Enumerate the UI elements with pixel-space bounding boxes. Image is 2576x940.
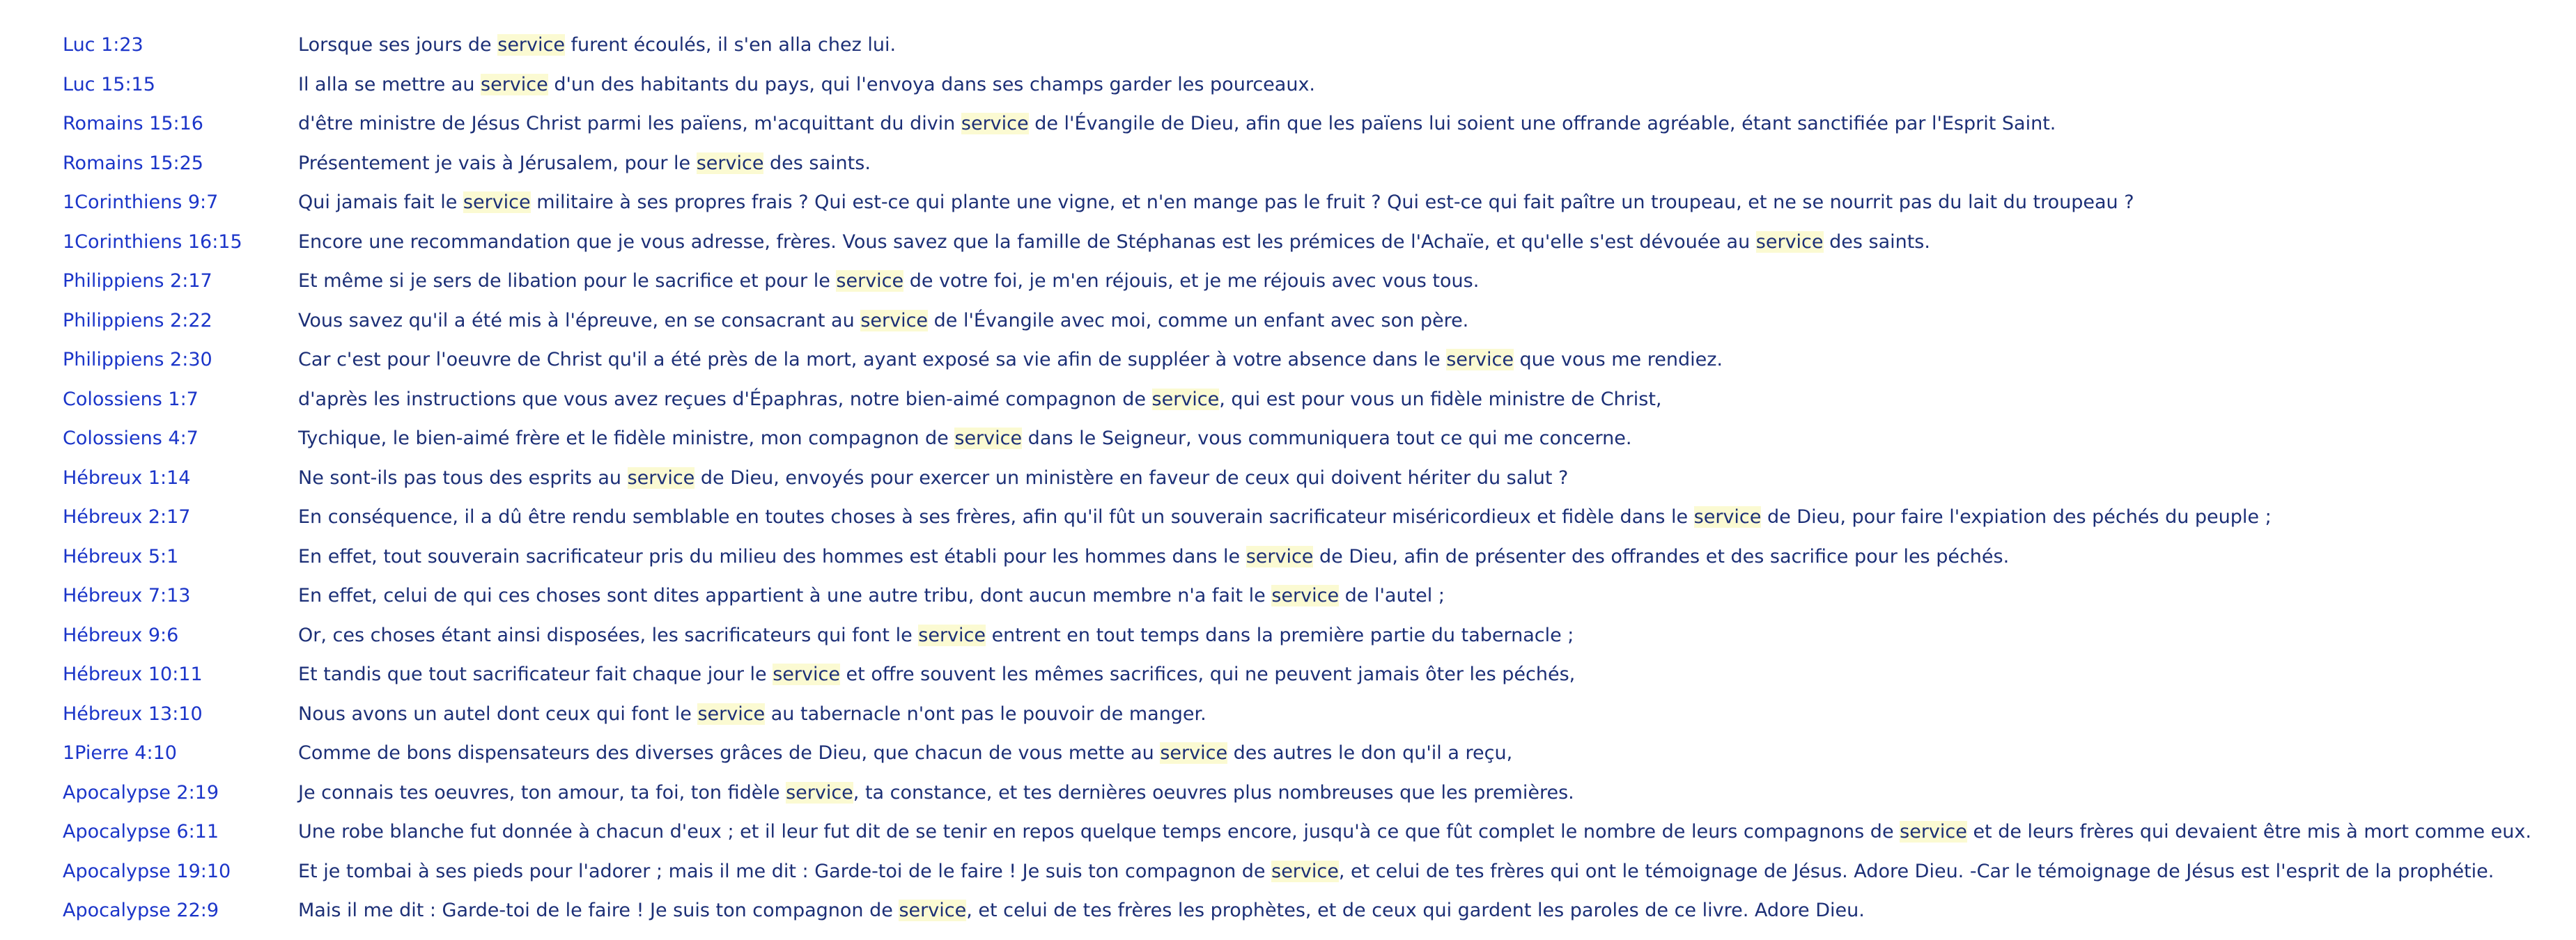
verse-row <box>0 538 2576 577</box>
verse-text <box>298 301 1468 341</box>
highlighted-search-term: service <box>696 152 764 174</box>
verse-row <box>0 655 2576 695</box>
verse-text-after: militaire à ses propres frais ? Qui est-ce qui plante une vigne, et n'en mange pas le fruit ? Qui est-ce qui fait paître un troupeau, et ne se nourrit pas du lait du troupeau ? <box>530 191 2134 213</box>
verse-reference-link[interactable]: Hébreux 13:10 <box>63 703 203 725</box>
verse-text-before: Tychique, le bien-aimé frère et le fidèle ministre, mon compagnon de <box>298 428 955 449</box>
verse-reference-link[interactable]: Luc 1:23 <box>63 34 143 56</box>
verse-text-before: Présentement je vais à Jérusalem, pour le <box>298 152 697 174</box>
verse-row <box>0 144 2576 184</box>
verse-reference-link[interactable]: Apocalypse 2:19 <box>63 781 219 804</box>
verse-text <box>298 380 1662 420</box>
verse-text-before: Or, ces choses étant ainsi disposées, les sacrificateurs qui font le <box>298 624 919 646</box>
verse-text <box>298 891 1865 931</box>
verse-text-before: Et je tombai à ses pieds pour l'adorer ; mais il me dit : Garde-toi de le faire ! Je suis ton compagnon de <box>298 860 1272 882</box>
verse-text <box>298 144 871 184</box>
verse-reference-link[interactable]: Apocalypse 19:10 <box>63 860 231 882</box>
verse-text-after: et offre souvent les mêmes sacrifices, qui ne peuvent jamais ôter les péchés, <box>839 664 1576 685</box>
verse-text-after: d'un des habitants du pays, qui l'envoya dans ses champs garder les pourceaux. <box>548 73 1315 95</box>
verse-text-before: Je connais tes oeuvres, ton amour, ta foi, ton fidèle <box>298 781 786 804</box>
verse-text-after: de votre foi, je m'en réjouis, et je me réjouis avec vous tous. <box>903 270 1480 292</box>
highlighted-search-term: service <box>1151 388 1220 410</box>
verse-row <box>0 577 2576 616</box>
verse-reference-link[interactable]: Hébreux 5:1 <box>63 545 179 567</box>
verse-text-before: En conséquence, il a dû être rendu semblable en toutes choses à ses frères, afin qu'il fût un souverain sacrificateur miséricordieux et fidèle dans le <box>298 506 1694 528</box>
verse-row <box>0 498 2576 538</box>
verse-text <box>298 813 2531 852</box>
highlighted-search-term: service <box>497 34 565 56</box>
verse-row <box>0 891 2576 931</box>
verse-text-before: Ne sont-ils pas tous des esprits au <box>298 467 628 489</box>
highlighted-search-term: service <box>481 73 548 95</box>
verse-text-after: , et celui de tes frères qui ont le témoignage de Jésus. Adore Dieu. -Car le témoignage de Jésus est l'esprit de la prophétie. <box>1338 860 2494 882</box>
verse-text <box>298 538 2009 577</box>
highlighted-search-term: service <box>1900 821 1967 843</box>
verse-row <box>0 419 2576 459</box>
highlighted-search-term: service <box>1271 860 1339 882</box>
verse-results-list <box>0 26 2576 931</box>
highlighted-search-term: service <box>1446 349 1514 370</box>
verse-reference-link[interactable]: Colossiens 1:7 <box>63 388 199 410</box>
verse-row <box>0 104 2576 144</box>
verse-text-after: et de leurs frères qui devaient être mis à mort comme eux. <box>1966 821 2531 843</box>
verse-text <box>298 577 1445 616</box>
verse-text-after: de Dieu, afin de présenter des offrandes et des sacrifice pour les péchés. <box>1313 545 2010 567</box>
highlighted-search-term: service <box>1271 585 1340 606</box>
verse-text <box>298 183 2134 223</box>
verse-reference-link[interactable]: Hébreux 7:13 <box>63 585 191 606</box>
verse-text <box>298 26 896 65</box>
verse-row <box>0 813 2576 852</box>
verse-row <box>0 301 2576 341</box>
highlighted-search-term: service <box>961 113 1029 134</box>
verse-row <box>0 223 2576 263</box>
highlighted-search-term: service <box>773 664 840 685</box>
verse-text <box>298 852 2494 892</box>
verse-text <box>298 498 2272 538</box>
verse-text <box>298 419 1631 459</box>
verse-text-after: de Dieu, pour faire l'expiation des péchés du peuple ; <box>1761 506 2272 528</box>
verse-text-before: Car c'est pour l'oeuvre de Christ qu'il a été près de la mort, ayant exposé sa vie afin de suppléer à votre absence dans le <box>298 349 1447 370</box>
verse-reference-link[interactable]: Apocalypse 6:11 <box>63 821 219 843</box>
verse-text-before: Et même si je sers de libation pour le sacrifice et pour le <box>298 270 837 292</box>
cropped-previous-line <box>0 0 2576 4</box>
verse-text-before: En effet, tout souverain sacrificateur pris du milieu des hommes est établi pour les hommes dans le <box>298 545 1246 567</box>
highlighted-search-term: service <box>836 270 904 292</box>
verse-text-before: Qui jamais fait le <box>298 191 463 213</box>
verse-text-before: Et tandis que tout sacrificateur fait chaque jour le <box>298 664 773 685</box>
verse-text-after: des saints. <box>1823 230 1930 253</box>
verse-text-after: de l'autel ; <box>1339 585 1445 606</box>
highlighted-search-term: service <box>786 781 853 804</box>
verse-reference-link[interactable]: Apocalypse 22:9 <box>63 900 219 921</box>
verse-reference-link[interactable]: Philippiens 2:22 <box>63 309 212 331</box>
verse-text-before: Lorsque ses jours de <box>298 34 498 56</box>
verse-row <box>0 616 2576 656</box>
verse-row <box>0 26 2576 65</box>
verse-text-after: dans le Seigneur, vous communiquera tout ce qui me concerne. <box>1022 428 1632 449</box>
verse-text-before: Mais il me dit : Garde-toi de le faire ! Je suis ton compagnon de <box>298 900 899 921</box>
highlighted-search-term: service <box>899 900 967 921</box>
verse-text-after: furent écoulés, il s'en alla chez lui. <box>564 34 897 56</box>
verse-text-before: Une robe blanche fut donnée à chacun d'eux ; et il leur fut dit de se tenir en repos quelque temps encore, jusqu'à ce que fût complet le nombre de leurs compagnons de <box>298 821 1900 843</box>
highlighted-search-term: service <box>1246 545 1314 567</box>
verse-text-after: de l'Évangile de Dieu, afin que les païens lui soient une offrande agréable, étant sanctifiée par l'Esprit Saint. <box>1028 113 2056 134</box>
highlighted-search-term: service <box>1160 742 1228 764</box>
verse-text-after: des saints. <box>763 152 871 174</box>
verse-text <box>298 655 1575 695</box>
verse-text-after: entrent en tout temps dans la première partie du tabernacle ; <box>985 624 1574 646</box>
verse-text-after: que vous me rendiez. <box>1513 349 1723 370</box>
verse-reference-link[interactable]: Colossiens 4:7 <box>63 428 199 449</box>
verse-reference-link[interactable]: Philippiens 2:30 <box>63 349 212 370</box>
verse-text-before: d'après les instructions que vous avez reçues d'Épaphras, notre bien-aimé compagnon de <box>298 388 1152 410</box>
verse-text-before: En effet, celui de qui ces choses sont dites appartient à une autre tribu, dont aucun membre n'a fait le <box>298 585 1272 606</box>
verse-text <box>298 695 1206 735</box>
verse-row <box>0 262 2576 301</box>
verse-text <box>298 65 1315 105</box>
verse-text-before: Vous savez qu'il a été mis à l'épreuve, en se consacrant au <box>298 309 861 331</box>
verse-reference-link[interactable]: Hébreux 2:17 <box>63 506 191 528</box>
verse-reference-link[interactable]: Luc 15:15 <box>63 73 155 95</box>
verse-text <box>298 459 1568 499</box>
verse-text-after: au tabernacle n'ont pas le pouvoir de manger. <box>765 703 1206 725</box>
highlighted-search-term: service <box>697 703 766 725</box>
highlighted-search-term: service <box>463 191 531 213</box>
verse-reference-link[interactable]: Hébreux 1:14 <box>63 467 191 489</box>
verse-text-after: , ta constance, et tes dernières oeuvres plus nombreuses que les premières. <box>853 781 1574 804</box>
verse-reference-link[interactable]: 1Pierre 4:10 <box>63 742 177 764</box>
highlighted-search-term: service <box>860 309 929 331</box>
verse-text <box>298 340 1723 380</box>
highlighted-search-term: service <box>1755 230 1824 253</box>
verse-text <box>298 262 1479 301</box>
verse-text-before: d'être ministre de Jésus Christ parmi les païens, m'acquittant du divin <box>298 113 961 134</box>
verse-text-after: , et celui de tes frères les prophètes, et de ceux qui gardent les paroles de ce livre. Adore Dieu. <box>966 900 1865 921</box>
verse-text-before: Comme de bons dispensateurs des diverses grâces de Dieu, que chacun de vous mette au <box>298 742 1161 764</box>
verse-reference-link[interactable]: 1Corinthiens 16:15 <box>63 230 242 253</box>
verse-text-before: Il alla se mettre au <box>298 73 481 95</box>
verse-row <box>0 774 2576 813</box>
verse-row <box>0 695 2576 735</box>
verse-row <box>0 852 2576 892</box>
verse-reference-link[interactable]: Hébreux 9:6 <box>63 624 179 646</box>
verse-text-after: , qui est pour vous un fidèle ministre de Christ, <box>1219 388 1662 410</box>
verse-text <box>298 734 1512 774</box>
highlighted-search-term: service <box>627 467 695 489</box>
verse-reference-link[interactable]: Philippiens 2:17 <box>63 270 212 292</box>
verse-row <box>0 183 2576 223</box>
verse-reference-link[interactable]: 1Corinthiens 9:7 <box>63 191 219 213</box>
verse-text-before: Encore une recommandation que je vous adresse, frères. Vous savez que la famille de Stéphanas est les prémices de l'Achaïe, et qu'elle s'est dévouée au <box>298 230 1756 253</box>
verse-text <box>298 223 1930 263</box>
highlighted-search-term: service <box>918 624 986 646</box>
verse-row <box>0 65 2576 105</box>
verse-text-before: Nous avons un autel dont ceux qui font le <box>298 703 698 725</box>
verse-row <box>0 459 2576 499</box>
verse-row <box>0 734 2576 774</box>
verse-text <box>298 104 2056 144</box>
verse-reference-link[interactable]: Romains 15:16 <box>63 113 203 134</box>
verse-text <box>298 616 1574 656</box>
verse-reference-link[interactable]: Hébreux 10:11 <box>63 664 203 685</box>
verse-text <box>298 774 1574 813</box>
verse-text-after: des autres le don qu'il a reçu, <box>1227 742 1513 764</box>
verse-text-after: de Dieu, envoyés pour exercer un ministère en faveur de ceux qui doivent hériter du salut ? <box>695 467 1569 489</box>
highlighted-search-term: service <box>954 428 1023 449</box>
verse-reference-link[interactable]: Romains 15:25 <box>63 152 203 174</box>
verse-text-after: de l'Évangile avec moi, comme un enfant avec son père. <box>928 309 1469 331</box>
highlighted-search-term: service <box>1693 506 1762 528</box>
verse-row <box>0 380 2576 420</box>
verse-row <box>0 340 2576 380</box>
